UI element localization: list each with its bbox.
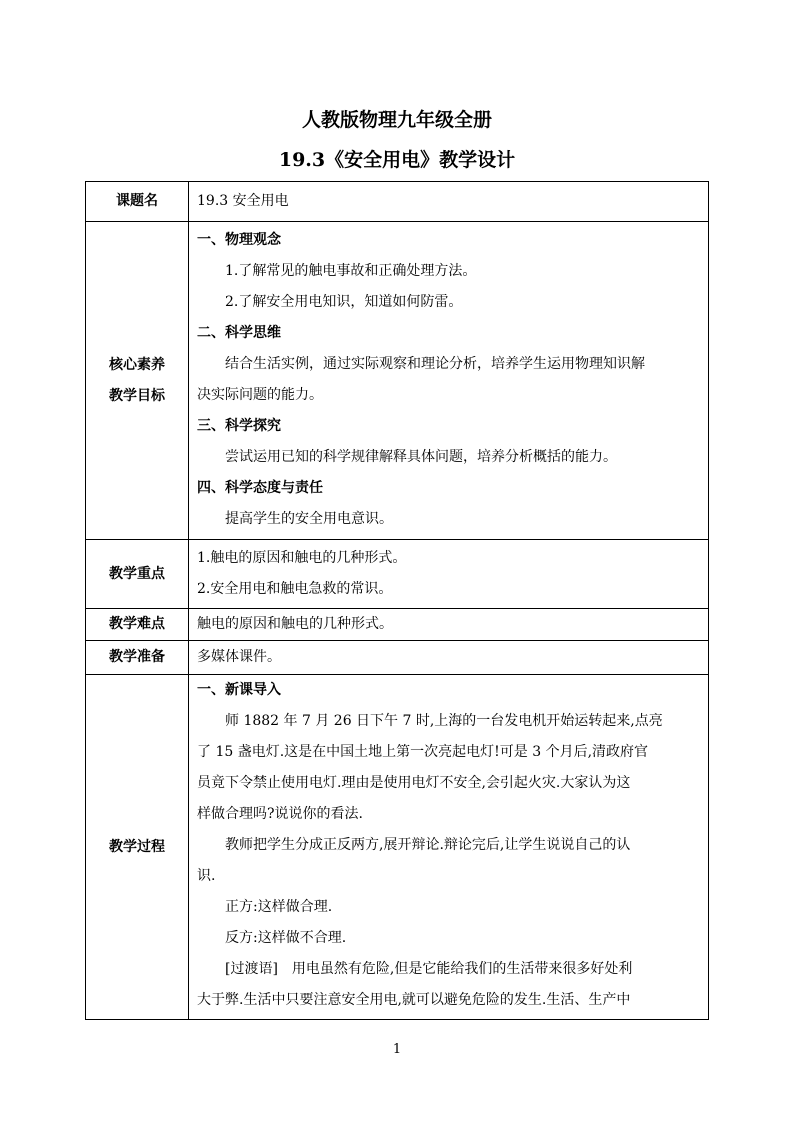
process-line: 大于弊.生活中只要注意安全用电,就可以避免危险的发生.生活、生产中 xyxy=(197,992,631,1008)
goals-section-heading: 四、科学态度与责任 xyxy=(197,480,323,496)
process-line: 正方:这样做合理. xyxy=(225,899,333,915)
process-line: [过渡语] 用电虽然有危险,但是它能给我们的生活带来很多好处利 xyxy=(225,961,633,977)
goals-content xyxy=(189,222,709,540)
topic-label: 课题名 xyxy=(86,182,189,222)
key-points-label: 教学重点 xyxy=(86,540,189,609)
process-line: 员竟下令禁止使用电灯.理由是使用电灯不安全,会引起火灾.大家认为这 xyxy=(197,775,631,791)
process-line: 师 1882 年 7 月 26 日下午 7 时,上海的一台发电机开始运转起来,点亮 xyxy=(225,713,663,729)
preparation-value: 多媒体课件。 xyxy=(189,641,709,675)
goals-section-heading: 二、科学思维 xyxy=(197,325,281,341)
process-line: 了 15 盏电灯.这是在中国土地上第一次亮起电灯!可是 3 个月后,清政府官 xyxy=(197,744,649,760)
goals-section-heading: 一、物理观念 xyxy=(197,232,281,248)
process-content xyxy=(189,675,709,1020)
table-row-topic xyxy=(86,182,709,222)
process-line: 识. xyxy=(197,868,216,884)
goals-section-heading: 三、科学探究 xyxy=(197,418,281,434)
goals-line: 结合生活实例，通过实际观察和理论分析，培养学生运用物理知识解 xyxy=(225,356,645,372)
goals-line: 2.了解安全用电知识，知道如何防雷。 xyxy=(225,294,463,310)
process-label: 教学过程 xyxy=(86,675,189,1020)
goals-line: 提高学生的安全用电意识。 xyxy=(225,511,393,527)
document-title: 人教版物理九年级全册 xyxy=(301,109,492,131)
topic-value: 19.3 安全用电 xyxy=(189,182,709,222)
process-line: 样做合理吗?说说你的看法. xyxy=(197,806,363,822)
key-point-line: 2.安全用电和触电急救的常识。 xyxy=(197,581,393,597)
process-line: 教师把学生分成正反两方,展开辩论.辩论完后,让学生说说自己的认 xyxy=(225,837,631,853)
table-row-process xyxy=(86,675,709,1020)
table-row-key-points xyxy=(86,540,709,609)
goals-line: 1.了解常见的触电事故和正确处理方法。 xyxy=(225,263,477,279)
goals-line: 决实际问题的能力。 xyxy=(197,387,323,403)
goals-label-line1: 核心素养 xyxy=(109,356,165,373)
process-section-heading: 一、新课导入 xyxy=(197,682,281,698)
document-subtitle: 19.3《安全用电》教学设计 xyxy=(278,149,516,171)
preparation-label: 教学准备 xyxy=(86,641,189,675)
goals-line: 尝试运用已知的科学规律解释具体问题，培养分析概括的能力。 xyxy=(225,449,617,465)
difficulties-label: 教学难点 xyxy=(86,609,189,641)
table-row-difficulties xyxy=(86,609,709,641)
page-number: 1 xyxy=(392,1042,402,1057)
goals-label-line2: 教学目标 xyxy=(109,387,165,404)
lesson-plan-table xyxy=(85,181,709,1020)
goals-label xyxy=(86,222,189,540)
process-line: 反方:这样做不合理. xyxy=(225,930,347,946)
difficulties-value: 触电的原因和触电的几种形式。 xyxy=(189,609,709,641)
table-row-goals xyxy=(86,222,709,540)
key-points-content xyxy=(189,540,709,609)
table-row-preparation xyxy=(86,641,709,675)
key-point-line: 1.触电的原因和触电的几种形式。 xyxy=(197,550,407,566)
